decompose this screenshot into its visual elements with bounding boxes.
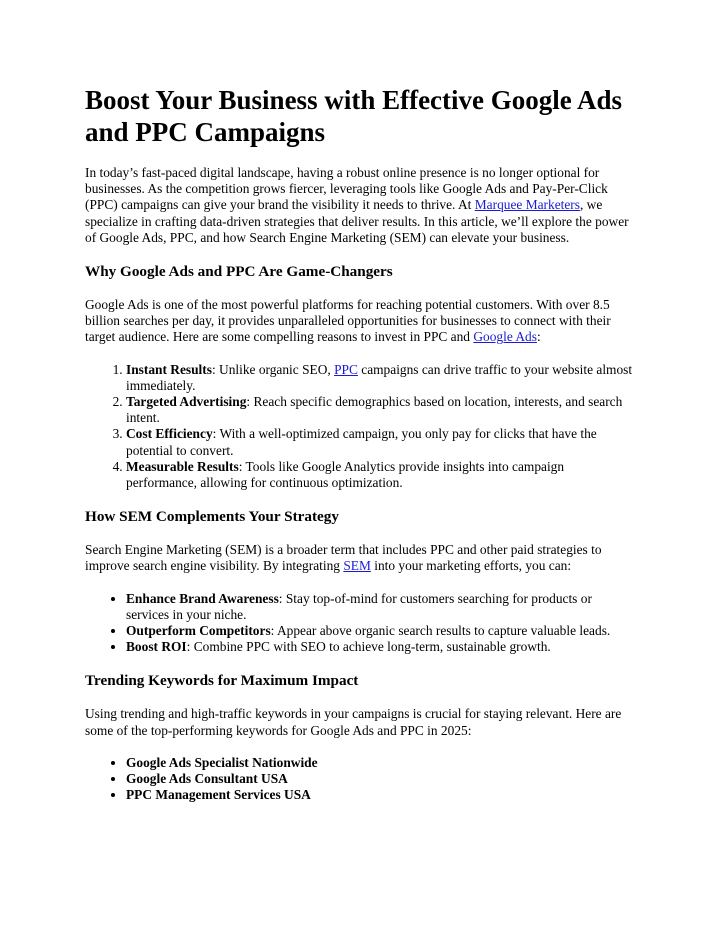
list-item [126,362,635,394]
ppc-link[interactable]: PPC [334,361,358,377]
google-ads-link[interactable]: Google Ads [473,329,537,345]
list-item-title: Targeted Advertising [126,394,247,410]
list-item [126,771,635,787]
list-item-text: : Combine PPC with SEO to achieve long-term, sustainable growth. [186,639,551,655]
section3-paragraph: Using trending and high-traffic keywords in your campaigns is crucial for staying relevant. Here are some of the top-performing keywords for Google Ads and PPC in 2025: [85,706,622,738]
section-heading-keywords: Trending Keywords for Maximum Impact [85,672,359,690]
list-item [126,755,635,771]
list-item [126,639,635,655]
list-item-text: : Tools like Google Analytics provide insights into campaign performance, allowing for continuous optimization. [126,458,565,491]
list-item-title: Outperform Competitors [126,623,271,639]
reasons-list [85,362,635,492]
intro-text-end: , we specialize in crafting data-driven strategies that deliver results. In this article, we’ll explore the power of Google Ads, PPC, and how Search Engine Marketing (SEM) can elevate your business. [85,197,629,245]
sem-benefits-list [85,591,635,656]
list-item-text: : Appear above organic search results to capture valuable leads. [270,623,611,639]
keyword: Google Ads Specialist Nationwide [126,754,318,770]
section1-text-start: Google Ads is one of the most powerful platforms for reaching potential customers. With over 8.5 billion searches per day, it provides unparalleled opportunities for businesses to connect with their target audience. Here are some compelling reasons to invest in PPC and [85,297,611,345]
list-item-text: campaigns can drive traffic to your website almost immediately. [126,361,633,393]
intro-text-start: In today’s fast-paced digital landscape, having a robust online presence is no longer optional for businesses. As the competition grows fiercer, leveraging tools like Google Ads and Pay-Per-Click (PPC) campaigns can give your brand the visibility it needs to thrive. At [85,165,608,213]
intro-paragraph [85,165,635,246]
list-item [126,394,635,426]
sem-link[interactable]: SEM [343,558,371,574]
keyword: PPC Management Services USA [126,787,311,803]
keyword: Google Ads Consultant USA [126,771,288,787]
list-item-text: : Stay top-of-mind for customers searching for products or services in your niche. [126,590,592,622]
list-item-title: Boost ROI [126,639,187,655]
list-item-text: : Unlike organic SEO, [211,361,335,377]
list-item [126,426,635,458]
page-title: Boost Your Business with Effective Google Ads and PPC Campaigns [85,85,623,147]
list-item-title: Measurable Results [126,458,239,474]
section-heading-game-changers: Why Google Ads and PPC Are Game-Changers [85,263,393,281]
list-item-title: Enhance Brand Awareness [126,590,279,606]
list-item-title: Instant Results [126,361,212,377]
list-item [126,459,635,491]
document-page [85,84,635,803]
list-item [126,787,635,803]
section2-paragraph [85,542,635,574]
section2-text-end: into your marketing efforts, you can: [370,558,572,574]
keywords-list [85,755,635,804]
section1-paragraph [85,297,635,346]
list-item [126,623,635,639]
list-item-text: : Reach specific demographics based on location, interests, and search intent. [126,394,623,426]
list-item-text: : With a well-optimized campaign, you only pay for clicks that have the potential to convert. [126,426,597,458]
section2-text-start: Search Engine Marketing (SEM) is a broader term that includes PPC and other paid strategies to improve search engine visibility. By integrating [85,542,602,574]
section1-text-end: : [536,329,541,345]
marquee-marketers-link[interactable]: Marquee Marketers [474,197,580,213]
section-heading-sem: How SEM Complements Your Strategy [85,508,339,526]
list-item-title: Cost Efficiency [126,426,213,442]
list-item [126,591,635,623]
